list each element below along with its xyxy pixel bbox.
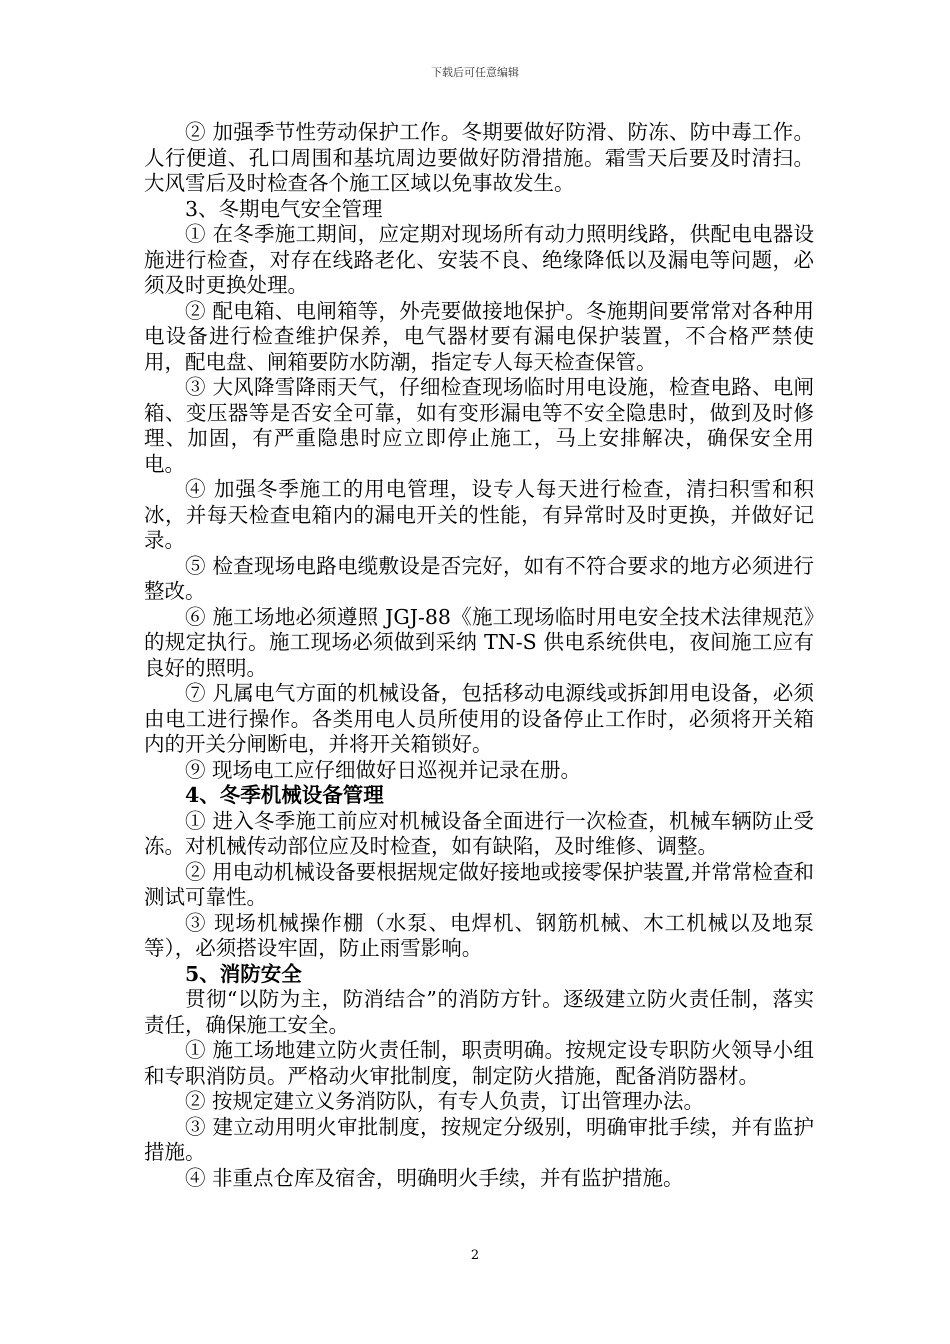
section-heading: 4、冬季机械设备管理 bbox=[185, 783, 384, 807]
paragraph: ① 在冬季施工期间，应定期对现场所有动力照明线路，供配电电器设施进行检查，对存在线路老化、安装不良、绝缘降低以及漏电等问题，必须及时更换处理。 bbox=[144, 222, 814, 297]
paragraph: ⑥ 施工场地必须遵照 JGJ-88《施工现场临时用电安全技术法律规范》的规定执行。施工现场必须做到采纳 TN-S 供电系统供电，夜间施工应有良好的照明。 bbox=[144, 604, 814, 680]
section-heading: 3、冬期电气安全管理 bbox=[185, 196, 383, 221]
paragraph: ② 配电箱、电闸箱等，外壳要做接地保护。冬施期间要常常对各种用电设备进行检查维护保养，电气器材要有漏电保护装置，不合格严禁使用，配电盘、闸箱要防水防潮，指定专人每天检查保管。 bbox=[144, 298, 814, 374]
paragraph: ④ 非重点仓库及宿舍，明确明火手续，并有监护措施。 bbox=[185, 1165, 684, 1190]
section-heading: 5、消防安全 bbox=[185, 961, 302, 986]
paragraph: ④ 加强冬季施工的用电管理，设专人每天进行检查，清扫积雪和积冰，并每天检查电箱内的漏电开关的性能，有异常时及时更换，并做好记录。 bbox=[144, 477, 814, 552]
paragraph: ③ 大风降雪降雨天气，仔细检查现场临时用电设施，检查电路、电闸箱、变压器等是否安全可靠，如有变形漏电等不安全隐患时，做到及时修理、加固，有严重隐患时应立即停止施工，马上安排解决，确保安全用电。 bbox=[144, 375, 814, 476]
page-number: 2 bbox=[470, 1248, 480, 1263]
paragraph: ⑤ 检查现场电路电缆敷设是否完好，如有不符合要求的地方必须进行整改。 bbox=[144, 553, 814, 603]
paragraph: ① 进入冬季施工前应对机械设备全面进行一次检查，机械车辆防止受冻。对机械传动部位应及时检查，如有缺陷，及时维修、调整。 bbox=[144, 808, 814, 858]
paragraph: ⑦ 凡属电气方面的机械设备，包括移动电源线或拆卸用电设备，必须由电工进行操作。各类用电人员所使用的设备停止工作时，必须将开关箱内的开关分闸断电，并将开关箱锁好。 bbox=[144, 681, 814, 756]
paragraph: 贯彻“以防为主，防消结合”的消防方针。逐级建立防火责任制，落实责任，确保施工安全。 bbox=[144, 987, 814, 1037]
paragraph: ② 用电动机械设备要根据规定做好接地或接零保护装置,并常常检查和测试可靠性。 bbox=[144, 859, 814, 909]
paragraph: ③ 建立动用明火审批制度，按规定分级别，明确审批手续，并有监护措施。 bbox=[144, 1114, 814, 1164]
document-body bbox=[144, 120, 814, 1191]
paragraph: ③ 现场机械操作棚（水泵、电焊机、钢筋机械、木工机械以及地泵等），必须搭设牢固，防止雨雪影响。 bbox=[144, 910, 814, 960]
paragraph: ② 按规定建立义务消防队，有专人负责，订出管理办法。 bbox=[185, 1089, 705, 1113]
paragraph: ① 施工场地建立防火责任制，职责明确。按规定设专职防火领导小组和专职消防员。严格动火审批制度，制定防火措施，配备消防器材。 bbox=[144, 1038, 814, 1088]
page-header: 下载后可任意编辑 bbox=[431, 66, 519, 79]
paragraph: ② 加强季节性劳动保护工作。冬期要做好防滑、防冻、防中毒工作。人行便道、孔口周围和基坑周边要做好防滑措施。霜雪天后要及时清扫。大风雪后及时检查各个施工区域以免事故发生。 bbox=[144, 120, 814, 195]
paragraph: ⑨ 现场电工应仔细做好日巡视并记录在册。 bbox=[185, 757, 582, 782]
